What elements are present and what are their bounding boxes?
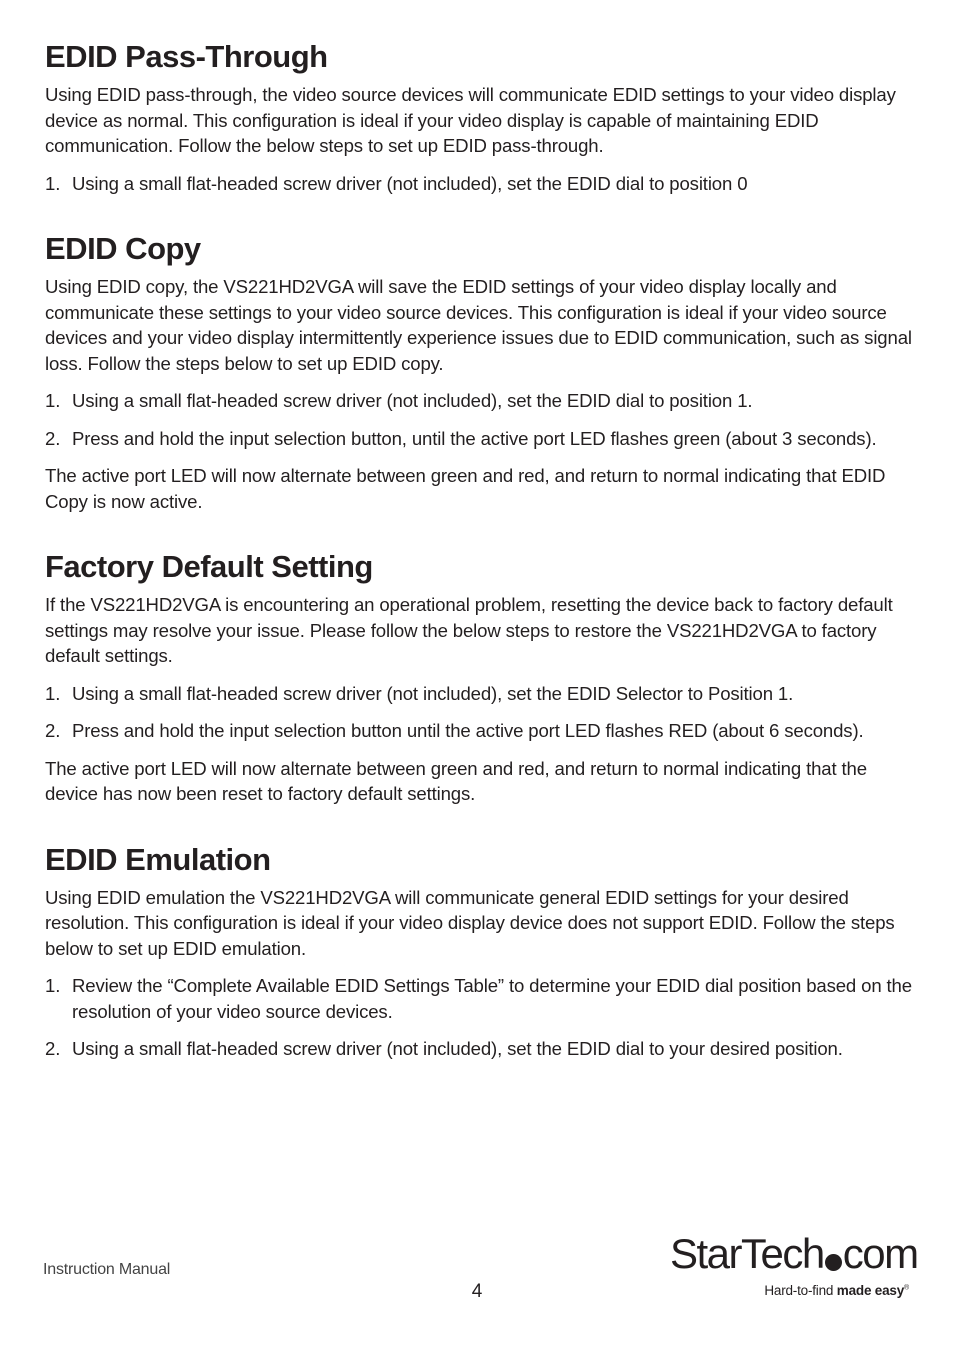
logo-tagline — [764, 1283, 909, 1298]
step-text: Review the “Complete Available EDID Settings Table” to determine your EDID dial position based on the resolution of your video source devices. — [72, 975, 912, 1022]
steps-list — [45, 973, 917, 1062]
step-number: 2. — [45, 427, 61, 449]
section-title: EDID Copy — [45, 231, 201, 266]
logo-dot-icon — [825, 1254, 842, 1271]
footer-label: Instruction Manual — [43, 1261, 171, 1278]
section-outro: The active port LED will now alternate between green and red, and return to normal indicating that EDID Copy is now active. — [45, 465, 886, 512]
list-item — [45, 973, 917, 1024]
section-edid-emulation — [45, 841, 917, 1062]
step-number: 2. — [45, 1038, 61, 1059]
section-title: Factory Default Setting — [45, 549, 373, 584]
logo-star-text: StarTech — [670, 1230, 824, 1277]
list-item — [45, 171, 917, 197]
list-item — [45, 388, 917, 414]
logo-com-text: com — [842, 1230, 918, 1277]
section-title: EDID Emulation — [45, 841, 271, 877]
step-number: 1. — [45, 975, 61, 996]
startech-logo — [670, 1230, 918, 1302]
step-number: 1. — [45, 682, 61, 704]
step-text: Using a small flat-headed screw driver (not included), set the EDID Selector to Position 1. — [72, 682, 794, 704]
step-number: 2. — [45, 720, 61, 741]
list-item — [45, 718, 917, 744]
steps-list — [45, 171, 917, 197]
section-intro: Using EDID emulation the VS221HD2VGA will communicate general EDID settings for your desired resolution. This configuration is ideal if your video display device does not support EDID. Follow the steps below to set up EDID emulation. — [45, 886, 895, 959]
step-number: 1. — [45, 172, 61, 194]
step-text: Press and hold the input selection button until the active port LED flashes RED (about 6 seconds). — [72, 720, 864, 741]
list-item — [45, 1036, 917, 1062]
page-content — [45, 38, 917, 1074]
section-edid-copy — [45, 230, 917, 514]
section-title: EDID Pass-Through — [45, 39, 328, 74]
step-text: Using a small flat-headed screw driver (not included), set the EDID dial to position 0 — [72, 172, 748, 194]
list-item — [45, 681, 917, 707]
step-number: 1. — [45, 390, 61, 411]
steps-list — [45, 681, 917, 744]
logo-wordmark — [670, 1232, 918, 1276]
section-outro: The active port LED will now alternate between green and red, and return to normal indicating that the device has now been reset to factory default settings. — [45, 757, 867, 804]
step-text: Using a small flat-headed screw driver (not included), set the EDID dial to your desired position. — [72, 1038, 843, 1059]
page-number: 4 — [471, 1281, 483, 1302]
registered-mark: ® — [904, 1284, 909, 1292]
section-factory-default — [45, 548, 917, 807]
section-intro: If the VS221HD2VGA is encountering an operational problem, resetting the device back to factory default settings may resolve your issue. Please follow the below steps to restore the VS221HD2VGA to factory default settings. — [45, 594, 893, 666]
tagline-bold: made easy — [836, 1283, 905, 1298]
tagline-prefix: Hard-to-find — [764, 1283, 837, 1298]
section-edid-pass-through — [45, 38, 917, 196]
step-text: Using a small flat-headed screw driver (not included), set the EDID dial to position 1. — [72, 390, 753, 411]
steps-list — [45, 388, 917, 451]
section-intro: Using EDID pass-through, the video source devices will communicate EDID settings to your video display device as normal. This configuration is ideal if your video display is capable of maintaining EDID communication. Follow the below steps to set up EDID pass-through. — [45, 84, 896, 156]
section-intro: Using EDID copy, the VS221HD2VGA will save the EDID settings of your video display locally and communicate these settings to your video source devices. This configuration is ideal if your video source devices and your video display intermittently experience issues due to EDID communication, such as signal loss. Follow the steps below to set up EDID copy. — [45, 276, 912, 374]
list-item — [45, 426, 917, 452]
step-text: Press and hold the input selection button, until the active port LED flashes green (about 3 seconds). — [72, 427, 877, 449]
